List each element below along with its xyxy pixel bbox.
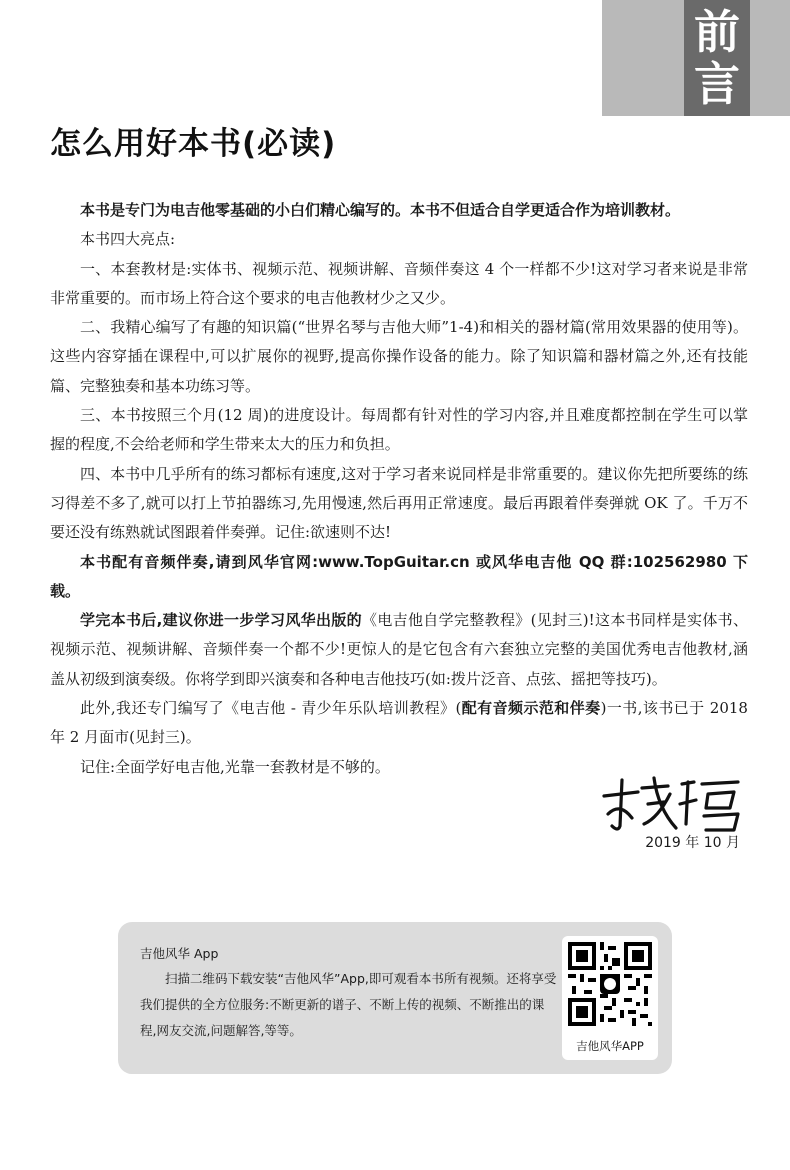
highlights-label: 本书四大亮点:	[80, 230, 176, 249]
point-4: 四、本书中几乎所有的练习都标有速度,这对于学习者来说同样是非常重要的。建议你先把所要练的练习得差不多了,就可以打上节拍器练习,先用慢速,然后再用正常速度。最后再跟着伴奏弹就 OK 了。千万不要还没有练熟就试图跟着伴奏弹。记住:欲速则不达!	[50, 464, 748, 542]
next-book-lead: 学完本书后,建议你进一步学习风华出版的	[80, 611, 362, 630]
preface-body	[50, 196, 748, 782]
app-description: 扫描二维码下载安装“吉他风华”App,即可观看本书所有视频。还将享受我们提供的全方位服务:不断更新的谱子、不断上传的视频、不断推出的课程,网友交流,问题解答,等等。	[140, 971, 557, 1038]
point-3: 三、本书按照三个月(12 周)的进度设计。每周都有针对性的学习内容,并且难度都控制在学生可以掌握的程度,不会给老师和学生带来太大的压力和负担。	[50, 406, 748, 454]
app-title: 吉他风华 App	[140, 946, 219, 961]
audio-note: 本书配有音频伴奏,请到风华官网:www.TopGuitar.cn 或风华电吉他 QQ 群:102562980 下载。	[50, 552, 748, 600]
badge-char-1: 前	[694, 5, 740, 59]
qr-code-card[interactable]	[562, 936, 658, 1060]
section-badge	[684, 0, 750, 116]
remember-paragraph: 记住:全面学好电吉他,光靠一套教材是不够的。	[80, 757, 390, 776]
qr-code-icon	[568, 942, 652, 1026]
intro-paragraph: 本书是专门为电吉他零基础的小白们精心编写的。本书不但适合自学更适合作为培训教材。	[80, 201, 681, 219]
point-2: 二、我精心编写了有趣的知识篇(“世界名琴与吉他大师”1-4)和相关的器材篇(常用效果器的使用等)。这些内容穿插在课程中,可以扩展你的视野,提高你操作设备的能力。除了知识篇和器材篇之外,还有技能篇、完整独奏和基本功练习等。	[50, 318, 748, 395]
page-title: 怎么用好本书(必读)	[50, 126, 337, 162]
youth-book-part1: 此外,我还专门编写了《电吉他 - 青少年乐队培训教程》(	[80, 699, 462, 718]
app-promo-box	[118, 922, 672, 1074]
badge-char-2: 言	[694, 57, 740, 111]
next-book-rest: 《电吉他自学完整教程》(见封三)!这本书同样是实体书、视频示范、视频讲解、音频伴奏一个都不少!更惊人的是它包含有六套独立完整的美国优秀电吉他教材,涵盖从初级到演奏级。你将学到即兴演奏和各种电吉他技巧(如:拨片泛音、点弦、摇把等技巧)。	[50, 611, 748, 688]
corner-tab	[602, 0, 790, 116]
handwritten-signature	[598, 774, 748, 834]
next-book-paragraph	[50, 606, 748, 694]
youth-book-bold: 配有音频示范和伴奏	[461, 699, 601, 718]
youth-book-part2: )一书,该书已于 2018 年 2 月面市(见封三)。	[50, 699, 748, 747]
date: 2019 年 10 月	[645, 835, 740, 851]
qr-caption: 吉他风华APP	[576, 1039, 644, 1053]
youth-book-paragraph	[50, 694, 748, 753]
point-1: 一、本套教材是:实体书、视频示范、视频讲解、音频伴奏这 4 个一样都不少!这对学习者来说是非常非常重要的。而市场上符合这个要求的电吉他教材少之又少。	[50, 259, 748, 307]
